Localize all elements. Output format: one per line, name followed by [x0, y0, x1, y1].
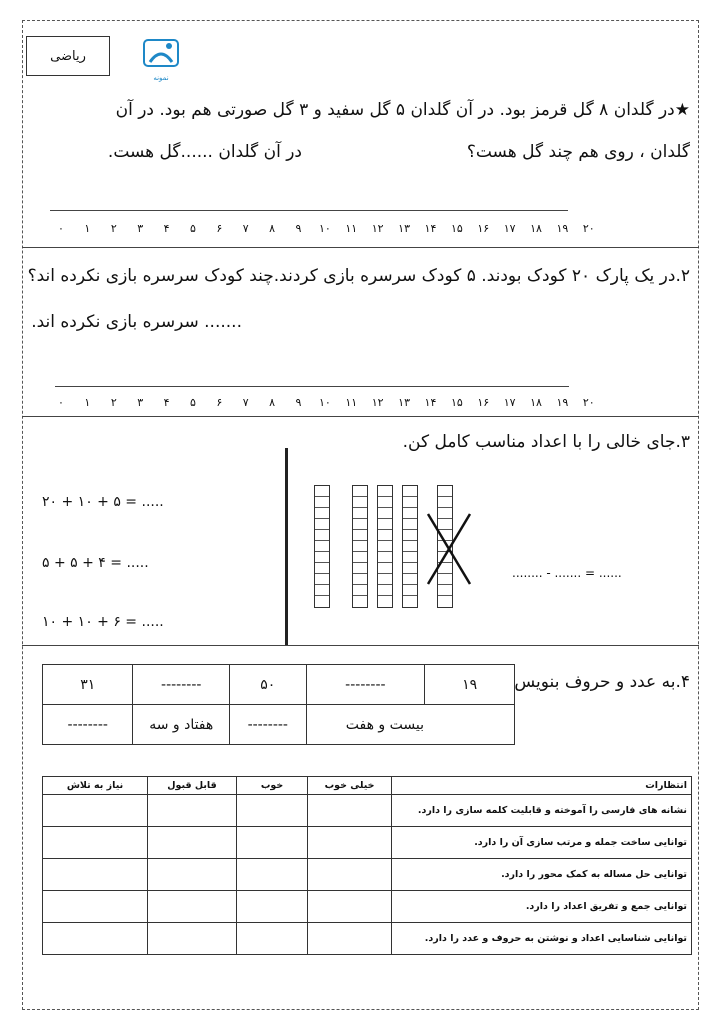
- number-line-label: ۲۰: [582, 396, 595, 409]
- q4-cell: هفتاد و سه: [133, 705, 230, 745]
- number-line-label: ۱: [84, 222, 91, 235]
- eval-check-cell[interactable]: [308, 891, 392, 923]
- number-line-label: ۱۸: [530, 396, 542, 409]
- eval-check-cell[interactable]: [148, 891, 237, 923]
- number-line-label: ۶: [216, 222, 223, 235]
- q4-cell: بیست و هفت: [306, 705, 514, 745]
- number-line-label: ۱۴: [424, 222, 437, 235]
- divider-3: [22, 645, 699, 646]
- number-line-label: ۱۲: [371, 222, 384, 235]
- divider-2: [22, 416, 699, 417]
- eval-check-cell[interactable]: [308, 923, 392, 955]
- number-line-label: ۲: [110, 222, 117, 235]
- number-line-label: ۵: [189, 396, 196, 409]
- number-line-label: ۷: [242, 396, 249, 409]
- number-line-label: ۶: [216, 396, 223, 409]
- evaluation-table: [42, 776, 692, 955]
- number-line-label: ۰: [58, 396, 64, 409]
- q4-blank[interactable]: --------: [133, 665, 230, 705]
- eval-check-cell[interactable]: [148, 795, 237, 827]
- q4-cell: ۳۱: [43, 665, 133, 705]
- eval-check-cell[interactable]: [237, 827, 308, 859]
- divider-1: [22, 247, 699, 248]
- number-line-label: ۱۶: [477, 222, 490, 235]
- q2-line2: ....... سرسره بازی نکرده اند.: [31, 312, 242, 332]
- number-line-label: ۴: [163, 222, 170, 235]
- q1-line2-a: گلدان ، روی هم چند گل هست؟: [466, 142, 690, 162]
- q4-cell: ۵۰: [230, 665, 307, 705]
- number-line-label: ۱۹: [556, 222, 569, 235]
- tens-block: [402, 485, 418, 608]
- number-line-label: ۱۰: [318, 222, 331, 235]
- number-line-label: ۱۴: [424, 396, 437, 409]
- number-line-label: ۱۲: [371, 396, 384, 409]
- number-line-label: ۲: [110, 396, 117, 409]
- eval-row-label: نشانه های فارسی را آموخته و قابلیت کلمه سازی را دارد.: [392, 795, 692, 827]
- q1-line1: ★در گلدان ۸ گل قرمز بود. در آن گلدان ۵ گل سفید و ۳ گل صورتی هم بود. در آن: [115, 100, 690, 120]
- number-line-1: [50, 210, 568, 211]
- number-line-label: ۸: [269, 222, 276, 235]
- number-line-label: ۱۳: [398, 396, 410, 409]
- number-line-label: ۱۹: [556, 396, 569, 409]
- logo: [142, 38, 180, 82]
- cross-mark-icon: [424, 510, 474, 588]
- number-line-label: ۳: [137, 396, 144, 409]
- number-line-2-labels: [50, 396, 600, 409]
- eval-check-cell[interactable]: [43, 859, 148, 891]
- eval-header: خیلی خوب: [308, 777, 392, 795]
- tens-block: [377, 485, 393, 608]
- q4-blank[interactable]: --------: [306, 665, 425, 705]
- number-line-label: ۹: [295, 222, 302, 235]
- eval-check-cell[interactable]: [43, 923, 148, 955]
- q2-line1: ۲.در یک پارک ۲۰ کودک بودند. ۵ کودک سرسره بازی کردند.چند کودک سرسره بازی نکرده اند؟: [27, 266, 690, 286]
- eval-check-cell[interactable]: [43, 795, 148, 827]
- eval-check-cell[interactable]: [148, 859, 237, 891]
- eval-check-cell[interactable]: [237, 859, 308, 891]
- eval-row-label: توانایی حل مساله به کمک محور را دارد.: [392, 859, 692, 891]
- q4-table: [42, 664, 515, 745]
- number-line-label: ۲۰: [582, 222, 595, 235]
- eval-header: قابل قبول: [148, 777, 237, 795]
- number-line-label: ۱۳: [398, 222, 410, 235]
- eval-check-cell[interactable]: [308, 795, 392, 827]
- q3-eq1: ۲۰ + ۱۰ + ۵ = .....: [42, 494, 164, 510]
- eval-check-cell[interactable]: [237, 923, 308, 955]
- eval-check-cell[interactable]: [148, 923, 237, 955]
- number-line-label: ۱۵: [450, 396, 463, 409]
- eval-check-cell[interactable]: [308, 827, 392, 859]
- number-line-label: ۵: [189, 222, 196, 235]
- number-line-label: ۳: [137, 222, 144, 235]
- number-line-label: ۹: [295, 396, 302, 409]
- eval-check-cell[interactable]: [148, 827, 237, 859]
- number-line-2: [55, 386, 569, 387]
- q3-eq3: ۱۰ + ۱۰ + ۶ = .....: [42, 614, 164, 630]
- number-line-label: ۱۸: [530, 222, 542, 235]
- number-line-label: ۱: [84, 396, 91, 409]
- logo-text: نمونه: [153, 74, 169, 82]
- number-line-label: ۱۷: [503, 222, 516, 235]
- number-line-label: ۱۵: [450, 222, 463, 235]
- number-line-label: ۴: [163, 396, 170, 409]
- eval-row-label: توانایی شناسایی اعداد و نوشتن به حروف و عدد را دارد.: [392, 923, 692, 955]
- number-line-label: ۸: [269, 396, 276, 409]
- subject-label: ریاضی: [50, 48, 86, 64]
- logo-icon: [142, 38, 180, 74]
- eval-header: انتظارات: [392, 777, 692, 795]
- q3-subtraction: ........ - ....... = ......: [512, 566, 622, 580]
- q1-line2-b: در آن گلدان ......گل هست.: [107, 142, 302, 162]
- number-line-label: ۱۶: [477, 396, 490, 409]
- tens-block: [314, 485, 330, 608]
- eval-header: خوب: [237, 777, 308, 795]
- eval-check-cell[interactable]: [237, 795, 308, 827]
- eval-check-cell[interactable]: [43, 827, 148, 859]
- number-line-1-labels: [50, 222, 600, 235]
- number-line-label: ۱۷: [503, 396, 516, 409]
- number-line-label: ۰: [58, 222, 64, 235]
- number-line-label: ۱۰: [318, 396, 331, 409]
- eval-check-cell[interactable]: [308, 859, 392, 891]
- eval-row-label: توانایی جمع و تفریق اعداد را دارد.: [392, 891, 692, 923]
- eval-row-label: توانایی ساخت جمله و مرتب سازی آن را دارد.: [392, 827, 692, 859]
- q4-cell: ۱۹: [425, 665, 515, 705]
- eval-check-cell[interactable]: [237, 891, 308, 923]
- vertical-divider: [285, 448, 288, 646]
- number-line-label: ۱۱: [345, 222, 358, 235]
- eval-header: نیاز به تلاش: [43, 777, 148, 795]
- q4-blank[interactable]: --------: [43, 705, 133, 745]
- tens-block: [352, 485, 368, 608]
- q3-eq2: ۵ + ۵ + ۴ = .....: [42, 555, 149, 571]
- q3-title: ۳.جای خالی را با اعداد مناسب کامل کن.: [402, 432, 690, 452]
- subject-box: [26, 36, 110, 76]
- q4-blank[interactable]: --------: [230, 705, 307, 745]
- q4-title: ۴.به عدد و حروف بنویس: [514, 672, 690, 692]
- number-line-label: ۷: [242, 222, 249, 235]
- eval-check-cell[interactable]: [43, 891, 148, 923]
- number-line-label: ۱۱: [345, 396, 358, 409]
